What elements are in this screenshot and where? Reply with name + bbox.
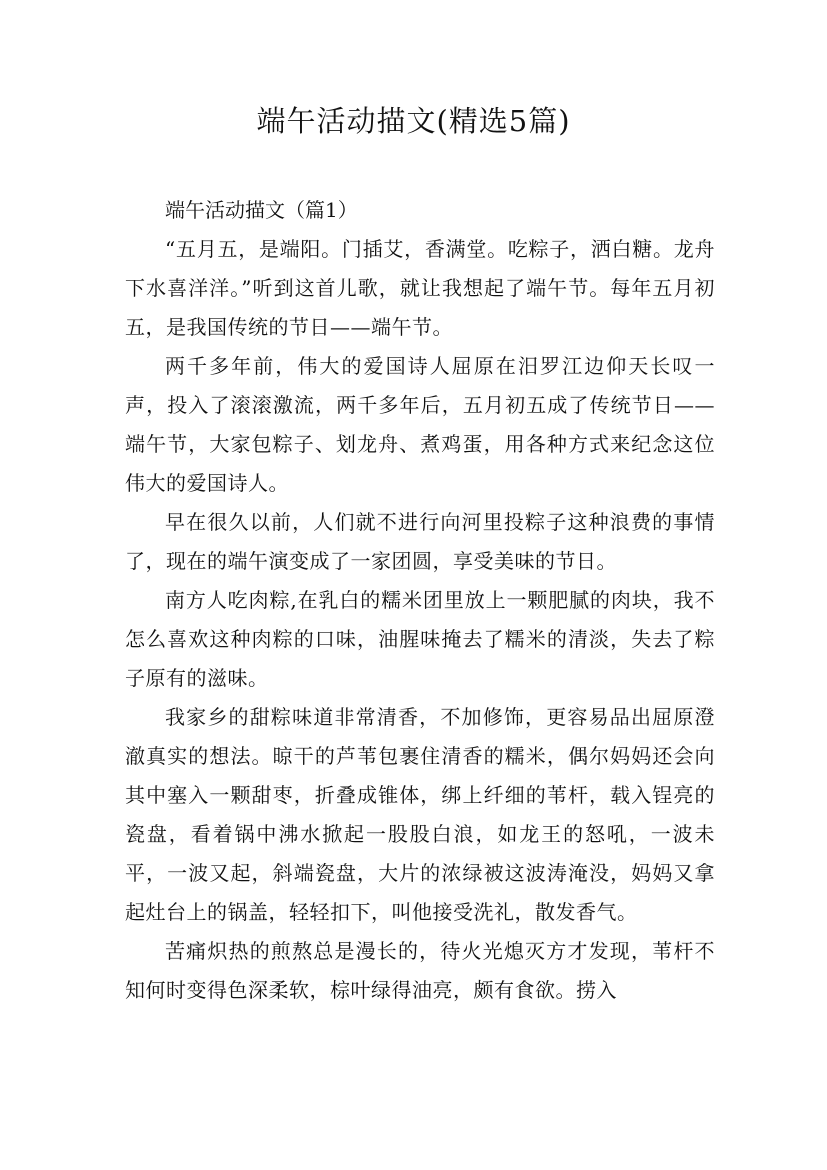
paragraph-3: 早在很久以前，人们就不进行向河里投粽子这种浪费的事情了，现在的端午演变成了一家团圆，享受美味的节日。 <box>125 510 715 573</box>
document-body <box>125 191 715 1010</box>
paragraph-2: 两千多年前，伟大的爱国诗人屈原在汨罗江边仰天长叹一声，投入了滚滚激流，两千多年后，五月初五成了传统节日——端午节，大家包粽子、划龙舟、煮鸡蛋，用各种方式来纪念这位伟大的爱国诗人。 <box>125 354 715 495</box>
paragraph-1: “五月五，是端阳。门插艾，香满堂。吃粽子，洒白糖。龙舟下水喜洋洋。”听到这首儿歌，就让我想起了端午节。每年五月初五，是我国传统的节日——端午节。 <box>125 237 715 339</box>
section-heading: 端午活动描文（篇1） <box>165 198 358 222</box>
paragraph-6: 苦痛炽热的煎熬总是漫长的，待火光熄灭方才发现，苇杆不知何时变得色深柔软，棕叶绿得油亮，颇有食欲。捞入 <box>125 939 715 1002</box>
document-title: 端午活动描文(精选5篇) <box>256 104 571 138</box>
paragraph-5: 我家乡的甜粽味道非常清香，不加修饰，更容易品出屈原澄澈真实的想法。晾干的芦苇包裹住清香的糯米，偶尔妈妈还会向其中塞入一颗甜枣，折叠成锥体，绑上纤细的苇杆，载入锃亮的瓷盘，看着锅中沸水掀起一股股白浪，如龙王的怒吼，一波未平，一波又起，斜端瓷盘，大片的浓绿被这波涛淹没，妈妈又拿起灶台上的锅盖，轻轻扣下，叫他接受洗礼，散发香气。 <box>125 705 715 924</box>
paragraph-4: 南方人吃肉粽,在乳白的糯米团里放上一颗肥腻的肉块，我不怎么喜欢这种肉粽的口味，油腥味掩去了糯米的清淡，失去了粽子原有的滋味。 <box>125 588 715 690</box>
